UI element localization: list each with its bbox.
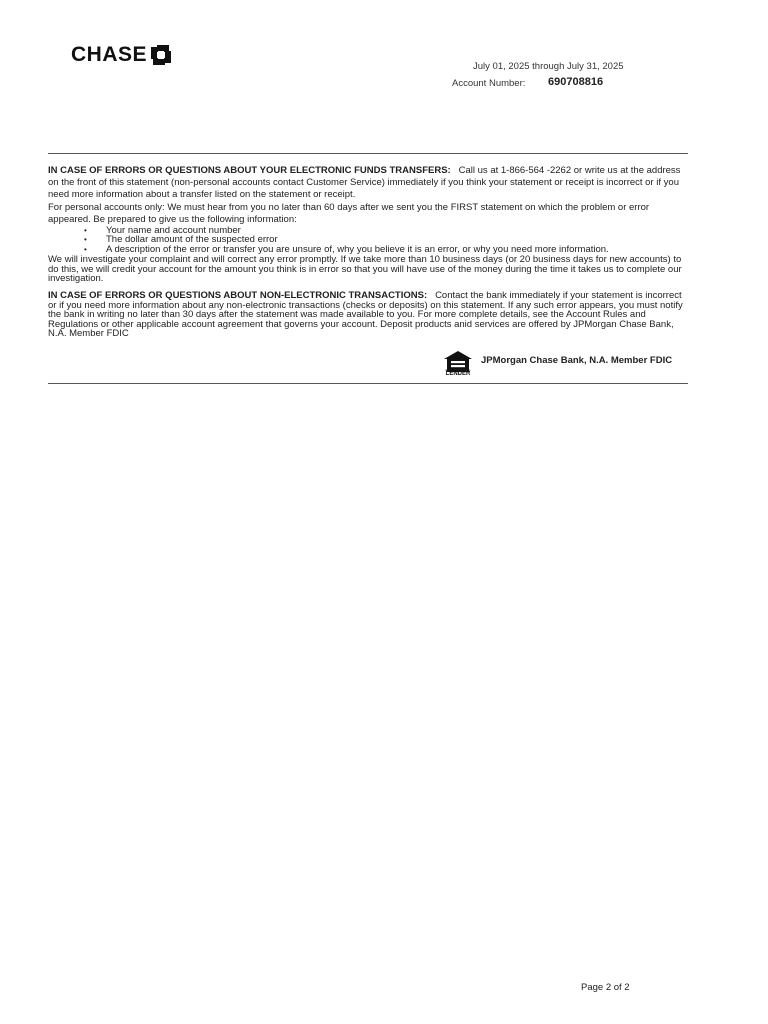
non-electronic-section bbox=[48, 291, 688, 339]
electronic-intro-text: Call us at 1-866-564 -2262 or write us at the address on the front of this statement (non-personal accounts contact Customer Service) immediately if you think your statement or receipt is incorrect or if you need more information about a transfer listed on the statement or receipt. bbox=[48, 165, 681, 201]
chase-logo bbox=[71, 44, 172, 66]
logo-wordmark: CHASE bbox=[71, 43, 148, 66]
list-item: • A description of the error or transfer you are unsure of, why you believe it is an error, or why you need more information. bbox=[106, 245, 688, 255]
non-electronic-text: Contact the bank immediately if your statement is incorrect or if you need more information about any non-electronic transactions (checks or deposits) on this statement. If any such error appears, you must notify the bank in writing no later than 30 days after the statement was made available to you. For more complete details, see the Account Rules and Regulations or other applicable account agreement that governs your account. Deposit products anid services are offered by JPMorgan Chase Bank, N.A. Member FDIC bbox=[48, 290, 683, 340]
top-divider bbox=[48, 153, 688, 154]
personal-accounts-note: For personal accounts only: We must hear from you no later than 60 days after we sent you the FIRST statement on which the problem or error appeared. Be prepared to give us the following information: bbox=[48, 201, 650, 225]
equal-housing-caption: EQUAL HOUSING bbox=[445, 368, 471, 372]
electronic-heading: IN CASE OF ERRORS OR QUESTIONS ABOUT YOUR ELECTRONIC FUNDS TRANSFERS: bbox=[48, 165, 451, 176]
investigation-paragraph: We will investigate your complaint and will correct any error promptly. If we take more than 10 business days (or 20 business days for new accounts) to do this, we will credit your account for the amount you think is in error so that you will have use of the money during the time it takes us to complete our investigation. bbox=[48, 254, 682, 285]
chase-octagon-icon bbox=[150, 44, 172, 66]
non-electronic-paragraph bbox=[48, 291, 688, 339]
list-item: • Your name and account number bbox=[106, 226, 688, 236]
non-electronic-heading: IN CASE OF ERRORS OR QUESTIONS ABOUT NON-ELECTRONIC TRANSACTIONS: bbox=[48, 290, 428, 301]
list-item: • The dollar amount of the suspected error bbox=[106, 235, 688, 245]
statement-period: July 01, 2025 through July 31, 2025 bbox=[473, 61, 624, 72]
required-info-list bbox=[48, 226, 688, 255]
page-number: Page 2 of 2 bbox=[581, 982, 630, 993]
bottom-divider bbox=[48, 383, 688, 384]
account-number-label: Account Number: bbox=[452, 78, 526, 89]
electronic-transfers-section bbox=[48, 165, 688, 284]
lender-label: LENDER bbox=[445, 371, 471, 377]
account-number: 690708816 bbox=[548, 76, 604, 88]
electronic-intro-paragraph bbox=[48, 165, 688, 202]
fdic-member-text: JPMorgan Chase Bank, N.A. Member FDIC bbox=[481, 355, 673, 366]
